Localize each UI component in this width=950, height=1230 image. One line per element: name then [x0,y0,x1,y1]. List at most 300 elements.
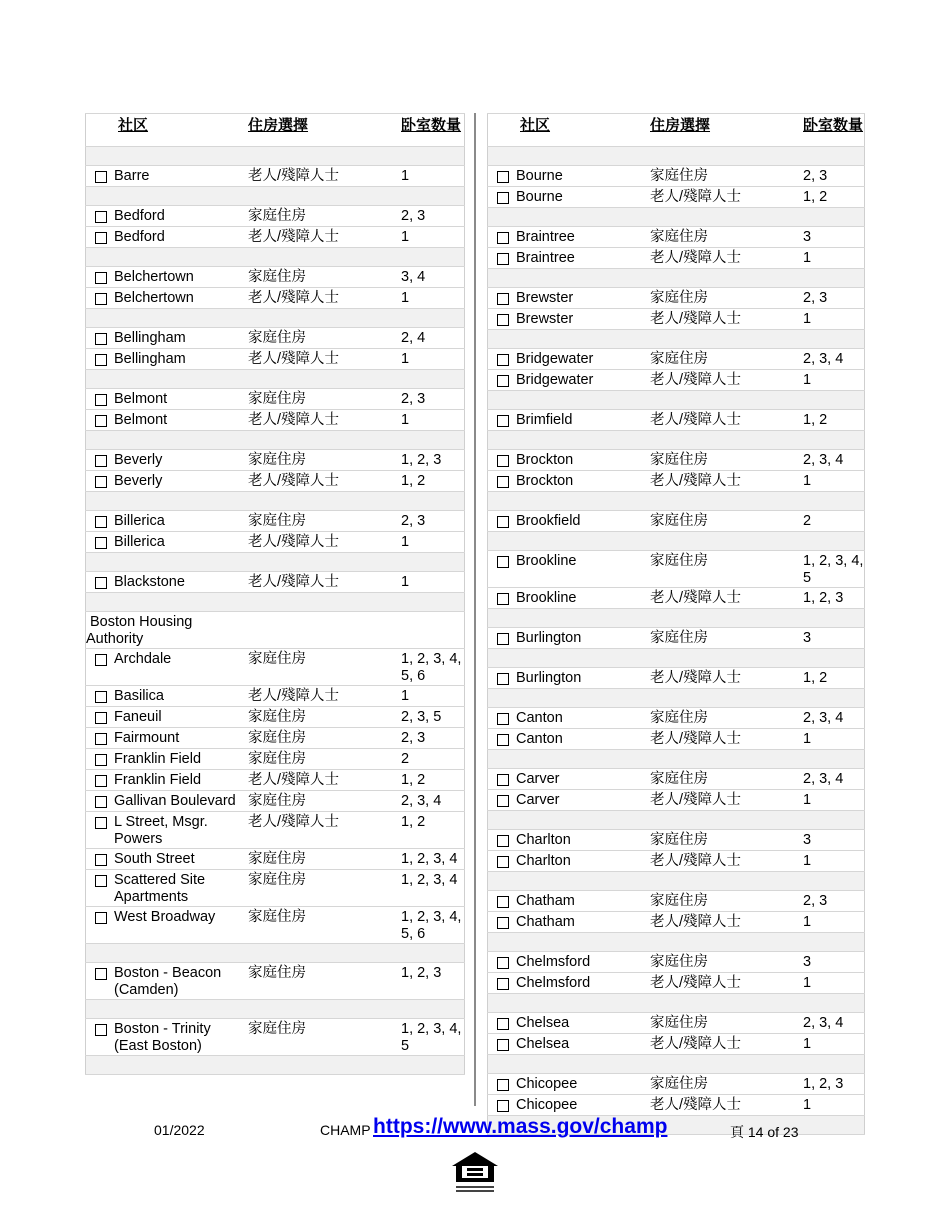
spacer-row [86,248,465,267]
table-row [488,588,865,609]
community-name: Boston - Trinity (East Boston) [114,1021,211,1054]
checkbox[interactable] [94,290,108,308]
checkbox[interactable] [496,1015,510,1033]
checkbox[interactable] [94,473,108,491]
housing-type: 老人/殘障人士 [650,588,803,609]
spacer-row [488,609,865,628]
table-row [86,166,465,187]
community-name: Belchertown [114,269,194,285]
housing-type: 家庭住房 [248,870,401,907]
community-name: Beverly [114,452,163,468]
checkbox[interactable] [94,909,108,927]
checkbox[interactable] [496,412,510,430]
checkbox[interactable] [94,772,108,790]
checkbox[interactable] [496,513,510,531]
bedrooms: 1 [803,1034,865,1055]
bedrooms: 2, 3 [803,891,865,912]
table-row [86,791,465,812]
spacer-row [488,532,865,551]
table-row [488,729,865,750]
community-name: Chelmsford [516,954,591,970]
table-row [488,309,865,330]
community-name: Faneuil [114,709,162,725]
housing-type: 家庭住房 [248,963,401,1000]
spacer-row [86,431,465,450]
community-name: Burlington [516,670,582,686]
bedrooms: 2 [803,511,865,532]
bedrooms: 2, 3 [401,206,465,227]
spacer-row [488,689,865,708]
housing-type: 家庭住房 [650,288,803,309]
community-name: Bridgewater [516,351,594,367]
housing-type: 老人/殘障人士 [248,166,401,187]
housing-type: 家庭住房 [248,450,401,471]
table-row [86,1019,465,1056]
community-name: Fairmount [114,730,180,746]
spacer-row [488,933,865,952]
spacer-row [488,1055,865,1074]
spacer-row [86,1000,465,1019]
bedrooms: 1 [803,790,865,811]
checkbox[interactable] [496,189,510,207]
bedrooms: 1 [401,410,465,431]
table-row [488,912,865,933]
page-number: 頁 14 of 23 [730,1124,799,1140]
community-name: Franklin Field [114,772,202,788]
spacer-row [86,492,465,511]
spacer-row [86,187,465,206]
bedrooms: 3 [803,952,865,973]
bedrooms: 1, 2, 3 [401,450,465,471]
community-name: Chatham [516,914,575,930]
checkbox[interactable] [496,853,510,871]
table-row [488,410,865,431]
spacer-row [488,330,865,349]
table-row [488,668,865,689]
table-row [488,851,865,872]
housing-type: 家庭住房 [650,227,803,248]
table-row [86,963,465,1000]
checkbox[interactable] [496,250,510,268]
spacer-row [86,553,465,572]
community-name: Brookline [516,590,577,606]
community-name: Barre [114,168,150,184]
community-name: Chicopee [516,1097,578,1113]
table-row [488,248,865,269]
bedrooms: 3 [803,227,865,248]
table-row [86,770,465,791]
bedrooms: 1, 2 [803,410,865,431]
bedrooms: 3 [803,830,865,851]
community-name: Bourne [516,189,563,205]
bedrooms: 1, 2 [401,812,465,849]
bedrooms: 2 [401,749,465,770]
table-row [488,370,865,391]
table-row [86,532,465,553]
housing-type: 家庭住房 [650,769,803,790]
checkbox[interactable] [94,208,108,226]
community-name: Chatham [516,893,575,909]
checkbox[interactable] [496,351,510,369]
community-name: Chelmsford [516,975,591,991]
spacer-row [488,431,865,450]
checkbox[interactable] [496,1097,510,1115]
housing-type: 家庭住房 [650,511,803,532]
housing-type: 家庭住房 [650,708,803,729]
bedrooms: 1, 2, 3, 4, 5 [401,1019,465,1056]
community-name: Brookline [516,553,577,569]
bedrooms: 3 [803,628,865,649]
bedrooms: 2, 3 [803,288,865,309]
equal-housing-logo-icon [450,1150,500,1196]
community-name: Bedford [114,208,165,224]
spacer-row [488,269,865,288]
bedrooms: 1, 2 [803,668,865,689]
bedrooms: 1 [401,288,465,309]
spacer-row [86,593,465,612]
table-row [488,349,865,370]
table-row [86,749,465,770]
housing-type: 老人/殘障人士 [248,572,401,593]
housing-type: 家庭住房 [248,389,401,410]
checkbox[interactable] [94,391,108,409]
bedrooms: 2, 3, 4 [803,349,865,370]
checkbox[interactable] [94,709,108,727]
table-row [86,288,465,309]
spacer-row [488,750,865,769]
checkbox[interactable] [496,590,510,608]
checkbox[interactable] [94,168,108,186]
community-name: Gallivan Boulevard [114,793,236,809]
community-name: Basilica [114,688,164,704]
checkbox[interactable] [94,412,108,430]
spacer-row [488,492,865,511]
checkbox[interactable] [94,452,108,470]
checkbox[interactable] [94,269,108,287]
checkbox[interactable] [496,893,510,911]
housing-type: 老人/殘障人士 [248,410,401,431]
table-row [488,891,865,912]
header-bedrooms: 卧室数量 [401,114,465,147]
housing-type: 家庭住房 [248,511,401,532]
community-name: Belmont [114,391,168,407]
column-divider [474,113,476,1106]
housing-type: 老人/殘障人士 [650,309,803,330]
housing-type: 老人/殘障人士 [650,410,803,431]
community-name: Bourne [516,168,563,184]
bedrooms: 1, 2 [401,770,465,791]
housing-type: 家庭住房 [248,206,401,227]
checkbox[interactable] [94,751,108,769]
bedrooms: 1, 2, 3 [401,963,465,1000]
table-row [86,267,465,288]
bedrooms: 1 [401,227,465,248]
table-row [488,708,865,729]
community-name: Archdale [114,651,172,667]
checkbox[interactable] [496,832,510,850]
checkbox[interactable] [496,290,510,308]
footer-date: 01/2022 [154,1122,205,1138]
community-name: L Street, Msgr. Powers [114,814,208,847]
spacer-row [488,208,865,227]
checkbox[interactable] [496,311,510,329]
community-name: Beverly [114,473,163,489]
spacer-row [86,370,465,389]
checkbox[interactable] [496,630,510,648]
table-row [488,830,865,851]
community-name: Brockton [516,473,574,489]
community-name: Bellingham [114,330,186,346]
housing-type: 老人/殘障人士 [650,790,803,811]
housing-type: 老人/殘障人士 [248,770,401,791]
table-row [86,572,465,593]
spacer-row [488,649,865,668]
table-row [86,870,465,907]
housing-type: 家庭住房 [650,1074,803,1095]
housing-type: 老人/殘障人士 [248,686,401,707]
checkbox[interactable] [496,771,510,789]
community-name: Billerica [114,513,165,529]
bedrooms: 1 [803,912,865,933]
checkbox[interactable] [94,534,108,552]
table-row [86,907,465,944]
bedrooms: 1, 2, 3 [803,1074,865,1095]
community-name: Charlton [516,832,571,848]
bedrooms: 2, 3 [401,389,465,410]
spacer-row [86,147,465,166]
checkbox[interactable] [496,710,510,728]
community-name: Scattered Site Apartments [114,872,206,905]
checkbox[interactable] [496,553,510,571]
table-row [488,551,865,588]
checkbox[interactable] [94,965,108,983]
housing-type: 家庭住房 [248,728,401,749]
community-name: Brockton [516,452,574,468]
spacer-row [488,872,865,891]
bedrooms: 1 [803,248,865,269]
spacer-row [488,811,865,830]
community-name: Franklin Field [114,751,202,767]
bedrooms: 1 [803,973,865,994]
community-name: West Broadway [114,909,216,925]
community-name: Brewster [516,311,574,327]
header-bedrooms: 卧室数量 [803,114,865,147]
checkbox[interactable] [496,954,510,972]
table-row [86,206,465,227]
bedrooms: 2, 3, 4 [803,450,865,471]
bedrooms: 2, 3, 4 [803,1013,865,1034]
table-row [488,511,865,532]
bedrooms: 1 [803,851,865,872]
checkbox[interactable] [496,731,510,749]
community-name: Burlington [516,630,582,646]
footer-program: CHAMP [320,1122,371,1138]
community-name: Braintree [516,250,575,266]
table-row [488,288,865,309]
checkbox[interactable] [94,330,108,348]
housing-type: 家庭住房 [248,267,401,288]
housing-type: 家庭住房 [248,849,401,870]
community-table-right [487,113,865,1135]
bedrooms: 1 [401,532,465,553]
housing-type: 家庭住房 [650,450,803,471]
champ-link[interactable]: https://www.mass.gov/champ [373,1115,668,1138]
housing-type: 家庭住房 [650,628,803,649]
bedrooms: 2, 3, 4 [803,769,865,790]
table-row [86,410,465,431]
housing-type: 家庭住房 [650,349,803,370]
checkbox[interactable] [94,513,108,531]
checkbox[interactable] [94,851,108,869]
checkbox[interactable] [94,872,108,890]
table-row [488,166,865,187]
housing-type: 老人/殘障人士 [650,1095,803,1116]
checkbox[interactable] [496,792,510,810]
table-row [86,227,465,248]
table-row [86,450,465,471]
bedrooms: 1 [803,370,865,391]
bedrooms: 2, 3, 5 [401,707,465,728]
housing-type: 老人/殘障人士 [650,973,803,994]
table-row [488,952,865,973]
table-row [488,790,865,811]
table-row [488,1074,865,1095]
bedrooms: 3, 4 [401,267,465,288]
housing-type: 老人/殘障人士 [248,532,401,553]
checkbox[interactable] [94,793,108,811]
group-name: Boston Housing Authority [86,614,193,647]
table-row [86,812,465,849]
table-row [86,349,465,370]
housing-type: 老人/殘障人士 [248,812,401,849]
checkbox[interactable] [94,574,108,592]
checkbox[interactable] [94,688,108,706]
housing-type: 老人/殘障人士 [248,227,401,248]
checkbox[interactable] [94,651,108,669]
bedrooms: 1, 2, 3, 4 [401,870,465,907]
community-name: Brimfield [516,412,573,428]
housing-type: 老人/殘障人士 [650,187,803,208]
header-housing-type: 住房選擇 [248,114,401,147]
community-name: Belmont [114,412,168,428]
housing-type: 老人/殘障人士 [650,1034,803,1055]
housing-type: 老人/殘障人士 [248,471,401,492]
table-row [86,328,465,349]
checkbox[interactable] [94,1021,108,1039]
housing-type: 老人/殘障人士 [650,912,803,933]
bedrooms: 1 [803,471,865,492]
bedrooms: 1, 2 [803,187,865,208]
community-name: Bedford [114,229,165,245]
checkbox[interactable] [496,229,510,247]
community-name: Blackstone [114,574,185,590]
checkbox[interactable] [496,975,510,993]
spacer-row [488,994,865,1013]
community-name: Braintree [516,229,575,245]
bedrooms: 2, 3 [401,728,465,749]
checkbox[interactable] [496,670,510,688]
housing-type: 老人/殘障人士 [650,851,803,872]
checkbox[interactable] [496,1036,510,1054]
community-name: Boston - Beacon (Camden) [114,965,222,998]
header-housing-type: 住房選擇 [650,114,803,147]
community-name: Chelsea [516,1036,570,1052]
table-row [86,511,465,532]
spacer-row [86,1056,465,1075]
community-name: Bridgewater [516,372,594,388]
community-name: South Street [114,851,195,867]
table-row [86,728,465,749]
bedrooms: 1 [401,686,465,707]
housing-type: 家庭住房 [248,1019,401,1056]
bedrooms: 2, 3 [803,166,865,187]
housing-type: 老人/殘障人士 [248,349,401,370]
table-row [86,686,465,707]
table-row [488,187,865,208]
community-name: Bellingham [114,351,186,367]
checkbox[interactable] [94,351,108,369]
community-name: Brookfield [516,513,581,529]
housing-type: 家庭住房 [248,907,401,944]
checkbox[interactable] [496,1076,510,1094]
header-community: 社区 [488,114,651,147]
checkbox[interactable] [496,168,510,186]
table-row [86,389,465,410]
community-name: Chelsea [516,1015,570,1031]
housing-type: 家庭住房 [650,891,803,912]
table-row [488,227,865,248]
community-name: Carver [516,771,560,787]
housing-type: 家庭住房 [248,749,401,770]
housing-type: 家庭住房 [650,166,803,187]
spacer-row [86,944,465,963]
housing-type: 老人/殘障人士 [650,471,803,492]
checkbox[interactable] [94,229,108,247]
community-name: Canton [516,710,563,726]
group-header-row [86,612,465,649]
bedrooms: 1, 2, 3 [803,588,865,609]
bedrooms: 1, 2, 3, 4, 5, 6 [401,907,465,944]
checkbox[interactable] [94,814,108,832]
bedrooms: 1, 2 [401,471,465,492]
checkbox[interactable] [496,452,510,470]
checkbox[interactable] [496,372,510,390]
housing-type: 家庭住房 [248,328,401,349]
table-row [86,707,465,728]
header-row [86,114,465,147]
bedrooms: 1 [401,166,465,187]
bedrooms: 1 [803,1095,865,1116]
bedrooms: 2, 3, 4 [401,791,465,812]
bedrooms: 1, 2, 3, 4, 5 [803,551,865,588]
bedrooms: 1 [401,349,465,370]
checkbox[interactable] [496,914,510,932]
header-row [488,114,865,147]
checkbox[interactable] [496,473,510,491]
table-row [488,628,865,649]
community-name: Belchertown [114,290,194,306]
checkbox[interactable] [94,730,108,748]
housing-type: 家庭住房 [650,1013,803,1034]
housing-type: 老人/殘障人士 [650,668,803,689]
bedrooms: 2, 3, 4 [803,708,865,729]
bedrooms: 1, 2, 3, 4, 5, 6 [401,649,465,686]
housing-type: 家庭住房 [650,952,803,973]
community-name: Brewster [516,290,574,306]
table-row [86,849,465,870]
bedrooms: 1 [401,572,465,593]
bedrooms: 1 [803,309,865,330]
